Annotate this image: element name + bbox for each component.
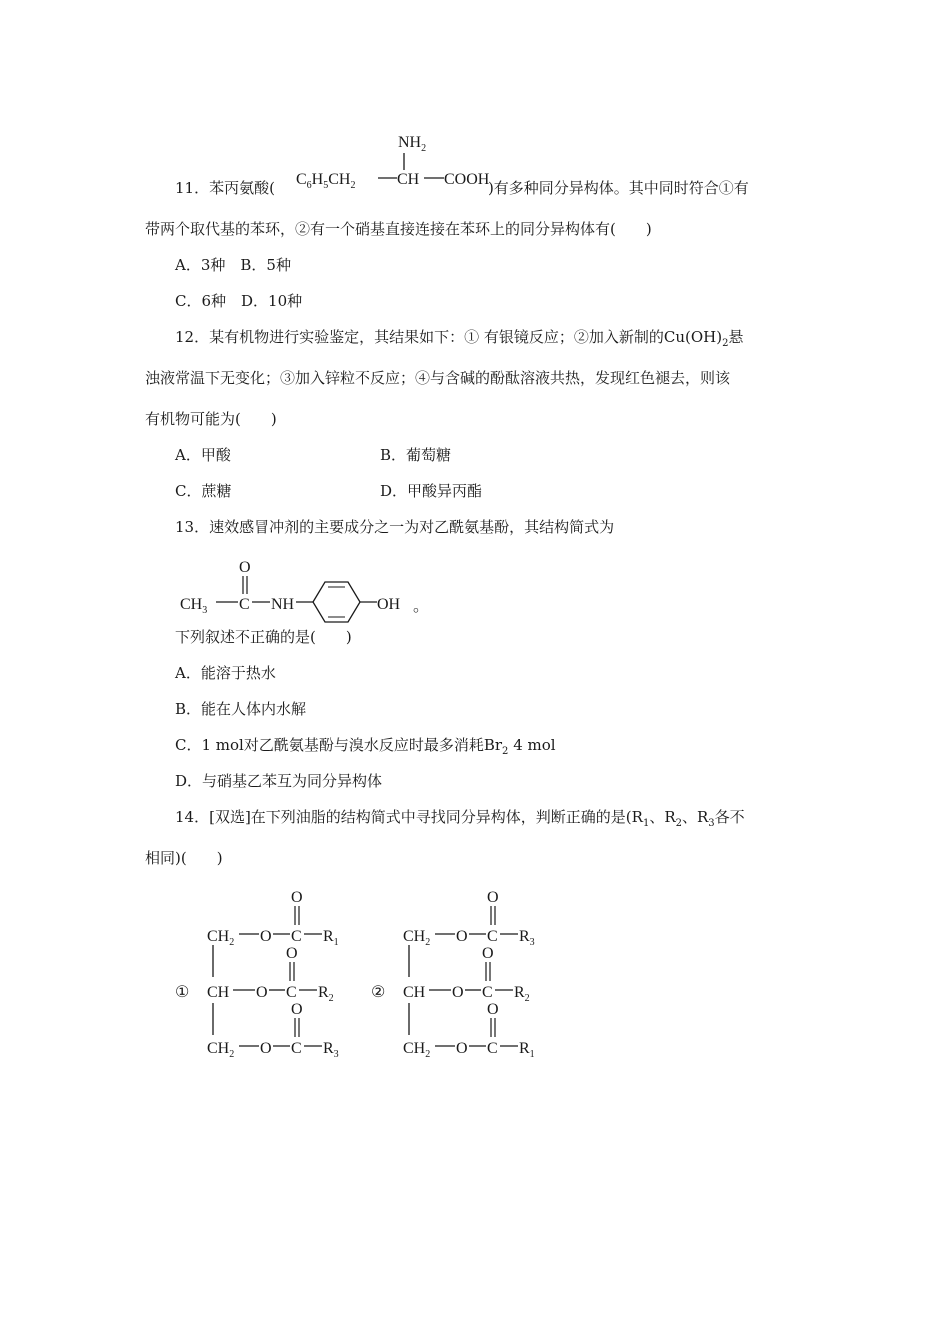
q13-line2: 下列叙述不正确的是( )	[175, 628, 352, 646]
q13-line1: 13．速效感冒冲剂的主要成分之一为对乙酰氨基酚，其结构简式为	[175, 518, 615, 536]
q12-line2: 浊液常温下无变化；③加入锌粒不反应；④与含碱的酚酞溶液共热，发现红色褪去，则该	[145, 369, 731, 387]
q11-options-row1: A．3种 B．5种	[175, 256, 291, 274]
q14-s1-bot-r: $R_3$	[323, 1040, 339, 1060]
q13-benzene-ring	[313, 582, 360, 622]
q14-s1-label: ①	[175, 984, 190, 1001]
q14-s2-bot-ch2: $CH_2$	[403, 1040, 431, 1060]
q14-sep-2: 、R	[682, 808, 709, 826]
q13-hydroxyl: OH	[377, 596, 401, 613]
q14-r2-sub: 2	[675, 818, 682, 829]
q11-options-row2: C．6种 D．10种	[175, 292, 303, 310]
q14-s2-mid-ch: CH	[403, 984, 426, 1001]
q12-line1-text: 12．某有机物进行实验鉴定，其结果如下：① 有银镜反应；②加入新制的Cu(OH)	[175, 328, 723, 346]
q13-option-c-text: C．1 mol对乙酰氨基酚与溴水反应时最多消耗Br	[175, 736, 503, 754]
q14-s2-mid-carbonyl-o: O	[482, 945, 494, 962]
q14-s1-top-o: O	[260, 928, 272, 945]
q14-s1-mid-ch: CH	[207, 984, 230, 1001]
q11-line2: 带两个取代基的苯环，②有一个硝基直接连接在苯环上的同分异构体有( )	[145, 220, 652, 238]
q13-methyl: $CH_3$	[180, 596, 208, 616]
q13-option-c	[175, 735, 556, 762]
q12-options-row2	[175, 481, 483, 501]
q12-line1	[175, 327, 743, 354]
q14-s1-bot-carbonyl-o: O	[291, 1001, 303, 1018]
q11-main-chain: $C_6H_5CH_2$	[296, 171, 356, 191]
q11-carboxyl: COOH	[444, 171, 490, 188]
q11-phenylalanine-structure	[290, 128, 505, 198]
q14-s1-bot-c: C	[291, 1040, 302, 1057]
q14-s2-top-c: C	[487, 928, 498, 945]
q13-period: 。	[413, 598, 430, 615]
q13-amide-nh: NH	[271, 596, 295, 613]
q14-s2-label: ②	[371, 984, 386, 1001]
q14-s1-top-carbonyl-o: O	[291, 889, 303, 906]
q14-s2-bot-c: C	[487, 1040, 498, 1057]
q11-amino-group: $NH_2$	[398, 134, 427, 154]
q13-carbonyl-oxygen: O	[239, 559, 251, 576]
q12-options-row1	[175, 445, 452, 465]
q13-option-d: D．与硝基乙苯互为同分异构体	[175, 772, 383, 790]
q14-s2-top-carbonyl-o: O	[487, 889, 499, 906]
q14-line1-tail: 各不	[714, 808, 745, 826]
q12-line1-tail: 悬	[728, 328, 744, 346]
q12-option-c: C．蔗糖	[175, 482, 232, 500]
q12-option-b: B．葡萄糖	[380, 446, 452, 464]
q14-s2-mid-c: C	[482, 984, 493, 1001]
q14-line1-text: 14．[双选]在下列油脂的结构简式中寻找同分异构体，判断正确的是(R	[175, 808, 643, 826]
q14-r1-sub: 1	[642, 818, 650, 829]
q14-s2-mid-r: $R_2$	[514, 984, 530, 1004]
q12-option-d: D．甲酸异丙酯	[380, 482, 483, 500]
q14-s2-mid-o: O	[452, 984, 464, 1001]
q12-option-a: A．甲酸	[175, 446, 231, 464]
q11-suffix: )有多种同分异构体。其中同时符合①有	[487, 179, 749, 197]
q14-s2-bot-r: $R_1$	[519, 1040, 535, 1060]
q14-s1-top-ch2: $CH_2$	[207, 928, 235, 948]
q14-s2-bot-o: O	[456, 1040, 468, 1057]
q14-sep-1: 、R	[649, 808, 676, 826]
q14-s2-top-ch2: $CH_2$	[403, 928, 431, 948]
q12-line3: 有机物可能为( )	[145, 410, 277, 428]
q14-triglyceride-1	[175, 885, 365, 1065]
q13-carbonyl-carbon: C	[239, 596, 250, 613]
q14-s2-bot-carbonyl-o: O	[487, 1001, 499, 1018]
q13-option-b: B．能在人体内水解	[175, 700, 307, 718]
q14-s1-mid-o: O	[256, 984, 268, 1001]
q14-s1-bot-ch2: $CH_2$	[207, 1040, 235, 1060]
q13-acetaminophen-structure	[180, 553, 440, 625]
q14-s2-top-o: O	[456, 928, 468, 945]
q14-s1-top-c: C	[291, 928, 302, 945]
q11-alpha-carbon: CH	[397, 171, 420, 188]
q14-s1-mid-carbonyl-o: O	[286, 945, 298, 962]
q14-s1-top-r: $R_1$	[323, 928, 339, 948]
q14-s1-mid-c: C	[286, 984, 297, 1001]
q14-line1	[175, 807, 745, 834]
q14-line2: 相同)( )	[145, 849, 223, 867]
q13-option-c-sub: 2	[502, 746, 509, 757]
q12-line1-sub: 2	[722, 338, 729, 349]
q13-option-c-tail: 4 mol	[508, 736, 556, 754]
q13-option-a: A．能溶于热水	[175, 664, 276, 682]
q14-triglyceride-2	[371, 885, 561, 1065]
q14-s2-top-r: $R_3$	[519, 928, 535, 948]
q14-s1-bot-o: O	[260, 1040, 272, 1057]
q14-s1-mid-r: $R_2$	[318, 984, 334, 1004]
q11-prefix: 11．苯丙氨酸(	[175, 179, 275, 197]
q14-r3-sub: 3	[708, 818, 715, 829]
